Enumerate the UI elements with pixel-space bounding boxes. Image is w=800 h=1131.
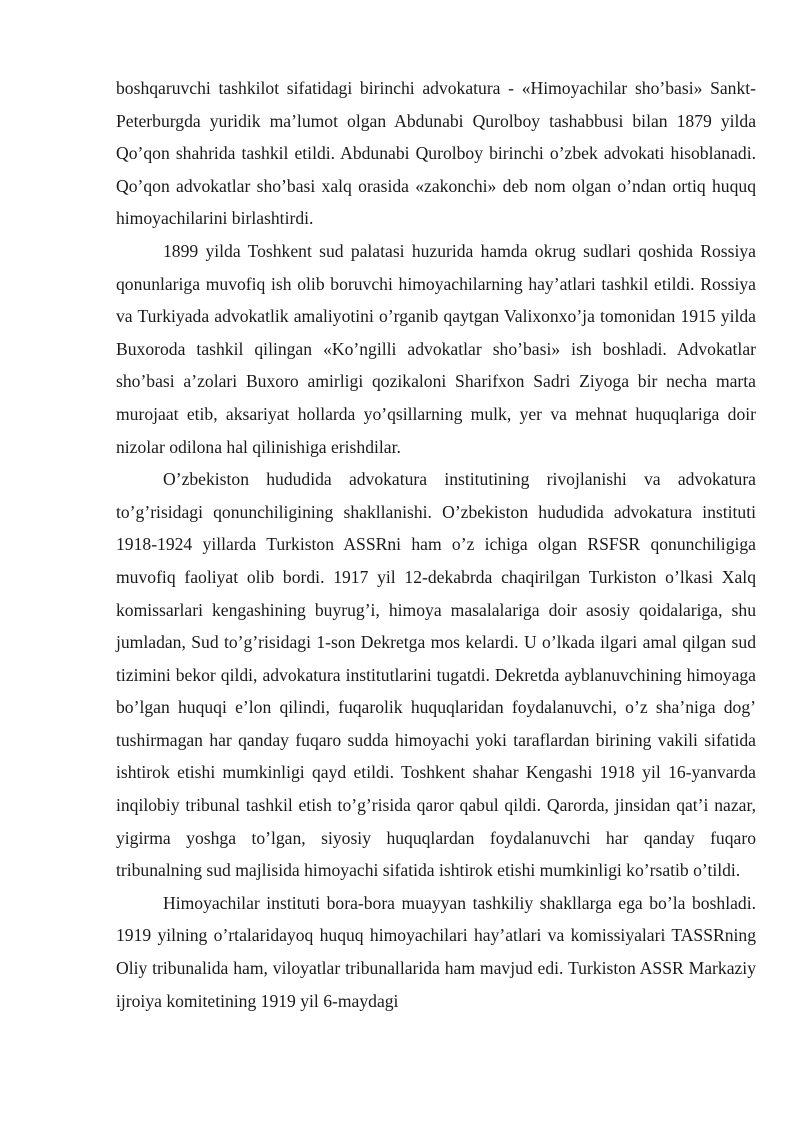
paragraph: Himoyachilar instituti bora-bora muayyan tashkiliy shakllarga ega bo’la boshladi. 1919 yilning o’rtalaridayoq huquq himoyachilari hay’atlari va komissiyalari TASSRning Oliy tribunalida ham, viloyatlar tribunallarida ham mavjud edi. Turkiston ASSR Markaziy ijroiya komitetining 1919 yil 6-maydagi [116, 892, 756, 1011]
paragraph: O’zbekiston hududida advokatura institutining rivojlanishi va advokatura to’g’risidagi qonunchiligining shakllanishi. O’zbekiston hududida advokatura instituti 1918-1924 yillarda Turkiston ASSRni ham o’z ichiga olgan RSFSR qonunchiligiga muvofiq faoliyat olib bordi. 1917 yil 12-dekabrda chaqirilgan Turkiston o’lkasi Xalq komissarlari kengashining buyrug’i, himoya masalalariga doir asosiy qoidalariga, shu jumladan, Sud to’g’risidagi 1-son Dekretga mos kelardi. U o’lkada ilgari amal qilgan sud tizimini bekor qildi, advokatura institutlarini tugatdi. Dekretda ayblanuvchining himoyaga bo’lgan huquqi e’lon qilindi, fuqarolik huquqlaridan foydalanuvchi, o’z sha’niga dog’ tushirmagan har qanday fuqaro sudda himoyachi yoki taraflardan birining vakili sifatida ishtirok etishi mumkinligi qayd etildi. Toshkent shahar Kengashi 1918 yil 16-yanvarda inqilobiy tribunal tashkil etish to’g’risida qaror qabul qildi. Qarorda, jinsidan qat’i nazar, yigirma yoshga to’lgan, siyosiy huquqlardan foydalanuvchi har qanday fuqaro tribunalning sud majlisida himoyachi sifatida ishtirok etishi mumkinligi ko’rsatib o’tildi. [116, 469, 756, 881]
paragraph-continuation: boshqaruvchi tashkilot sifatidagi birinchi advokatura - «Himoyachilar sho’basi» Sankt-Peterburgda yuridik ma’lumot olgan Abdunabi Qurolboy tashabbusi bilan 1879 yilda Qo’qon shahrida tashkil etildi. Abdunabi Qurolboy birinchi o’zbek advokati hisoblanadi. Qo’qon advokatlar sho’basi xalq orasida «zakonchi» deb nom olgan o’ndan ortiq huquq himoyachilarini birlashtirdi. [116, 78, 756, 229]
document-body [116, 72, 756, 1017]
paragraph: 1899 yilda Toshkent sud palatasi huzurida hamda okrug sudlari qoshida Rossiya qonunlariga muvofiq ish olib boruvchi himoyachilarning hay’atlari tashkil etildi. Rossiya va Turkiyada advokatlik amaliyotini o’rganib qaytgan Valixonxo’ja tomonidan 1915 yilda Buxoroda tashkil qilingan «Ko’ngilli advokatlar sho’basi» ish boshladi. Advokatlar sho’basi a’zolari Buxoro amirligi qozikaloni Sharifxon Sadri Ziyoga bir necha marta murojaat etib, aksariyat hollarda yo’qsillarning mulk, yer va mehnat huquqlariga doir nizolar odilona hal qilinishiga erishdilar. [116, 240, 756, 457]
